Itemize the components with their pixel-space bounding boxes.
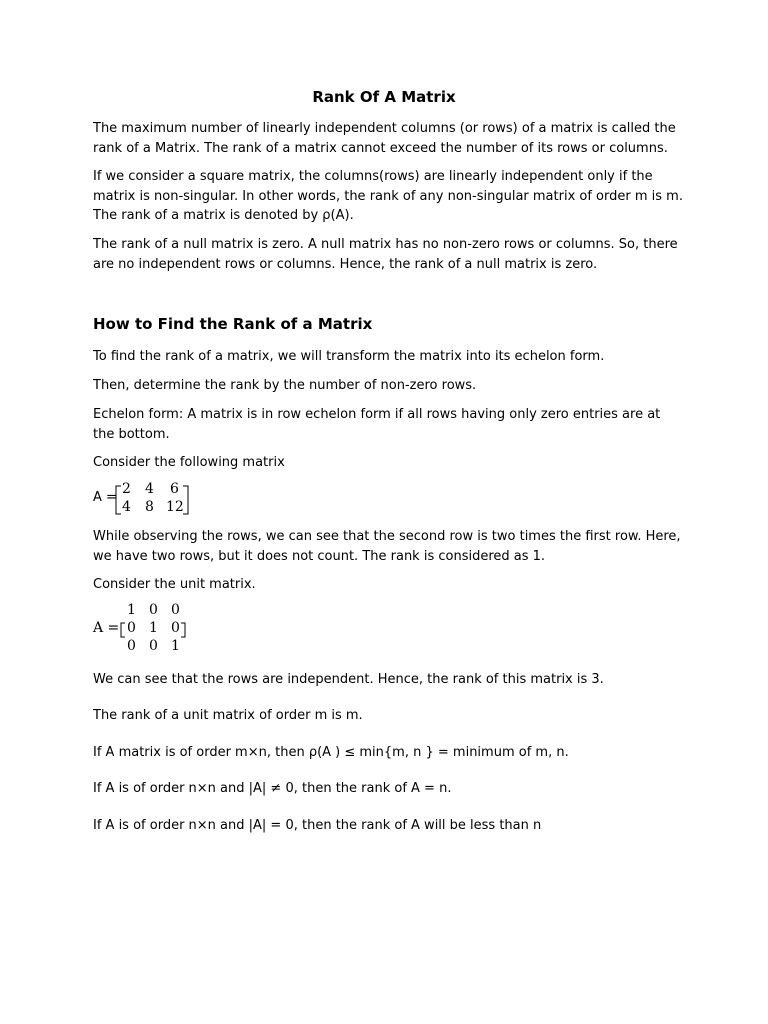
- page-title: Rank Of A Matrix: [312, 88, 456, 106]
- conclusion-paragraph-4: If A is of order n×n and |A| ≠ 0, then the rank of A = n.: [93, 781, 452, 796]
- matrix-cell: 12: [166, 499, 184, 515]
- right-bracket-icon: [182, 485, 190, 515]
- matrix-cell: 0: [149, 638, 158, 654]
- matrix-cell: 0: [127, 620, 136, 636]
- matrix-cell: 0: [149, 602, 158, 618]
- step-paragraph-4: Consider the following matrix: [93, 455, 285, 470]
- matrix-cell: 1: [171, 638, 180, 654]
- matrix-cell: 0: [127, 638, 136, 654]
- intro-paragraph-2: If we consider a square matrix, the columns(rows) are linearly independent only if the matrix is non-singular. In other words, the rank of any non-singular matrix of order m is m. The rank of a matrix is denoted by ρ(A).: [93, 169, 683, 223]
- section-heading: How to Find the Rank of a Matrix: [93, 315, 373, 333]
- matrix-cell: 1: [149, 620, 158, 636]
- conclusion-paragraph-2: The rank of a unit matrix of order m is m.: [93, 708, 363, 723]
- unit-matrix-intro: Consider the unit matrix.: [93, 577, 256, 592]
- conclusion-paragraph-3: If A matrix is of order m×n, then ρ(A ) ≤ min{m, n } = minimum of m, n.: [93, 745, 569, 760]
- matrix-cell: 4: [145, 481, 154, 497]
- observation-paragraph: While observing the rows, we can see that the second row is two times the first row. Here, we have two rows, but it does not count. The rank is considered as 1.: [93, 529, 681, 564]
- matrix-cell: 1: [127, 602, 136, 618]
- matrix-label: A =: [93, 490, 117, 505]
- left-bracket-icon: [114, 485, 122, 515]
- matrix-cell: 8: [145, 499, 154, 515]
- matrix-cell: 6: [170, 481, 179, 497]
- left-bracket-icon: [120, 622, 126, 638]
- step-paragraph-1: To find the rank of a matrix, we will transform the matrix into its echelon form.: [93, 349, 605, 364]
- intro-paragraph-1: The maximum number of linearly independent columns (or rows) of a matrix is called the rank of a Matrix. The rank of a matrix cannot exceed the number of its rows or columns.: [93, 121, 676, 156]
- intro-paragraph-3: The rank of a null matrix is zero. A null matrix has no non-zero rows or columns. So, there are no independent rows or columns. Hence, the rank of a null matrix is zero.: [93, 237, 678, 272]
- step-paragraph-2: Then, determine the rank by the number of non-zero rows.: [93, 378, 477, 393]
- conclusion-paragraph-5: If A is of order n×n and |A| = 0, then the rank of A will be less than n: [93, 818, 542, 833]
- matrix-cell: 4: [122, 499, 131, 515]
- matrix-cell: 2: [122, 481, 131, 497]
- right-bracket-icon: [180, 622, 186, 638]
- step-paragraph-3: Echelon form: A matrix is in row echelon form if all rows having only zero entries are at the bottom.: [93, 407, 661, 442]
- matrix-label: A =: [93, 620, 120, 636]
- conclusion-paragraph-1: We can see that the rows are independent. Hence, the rank of this matrix is 3.: [93, 672, 604, 687]
- matrix-cell: 0: [171, 620, 180, 636]
- matrix-cell: 0: [171, 602, 180, 618]
